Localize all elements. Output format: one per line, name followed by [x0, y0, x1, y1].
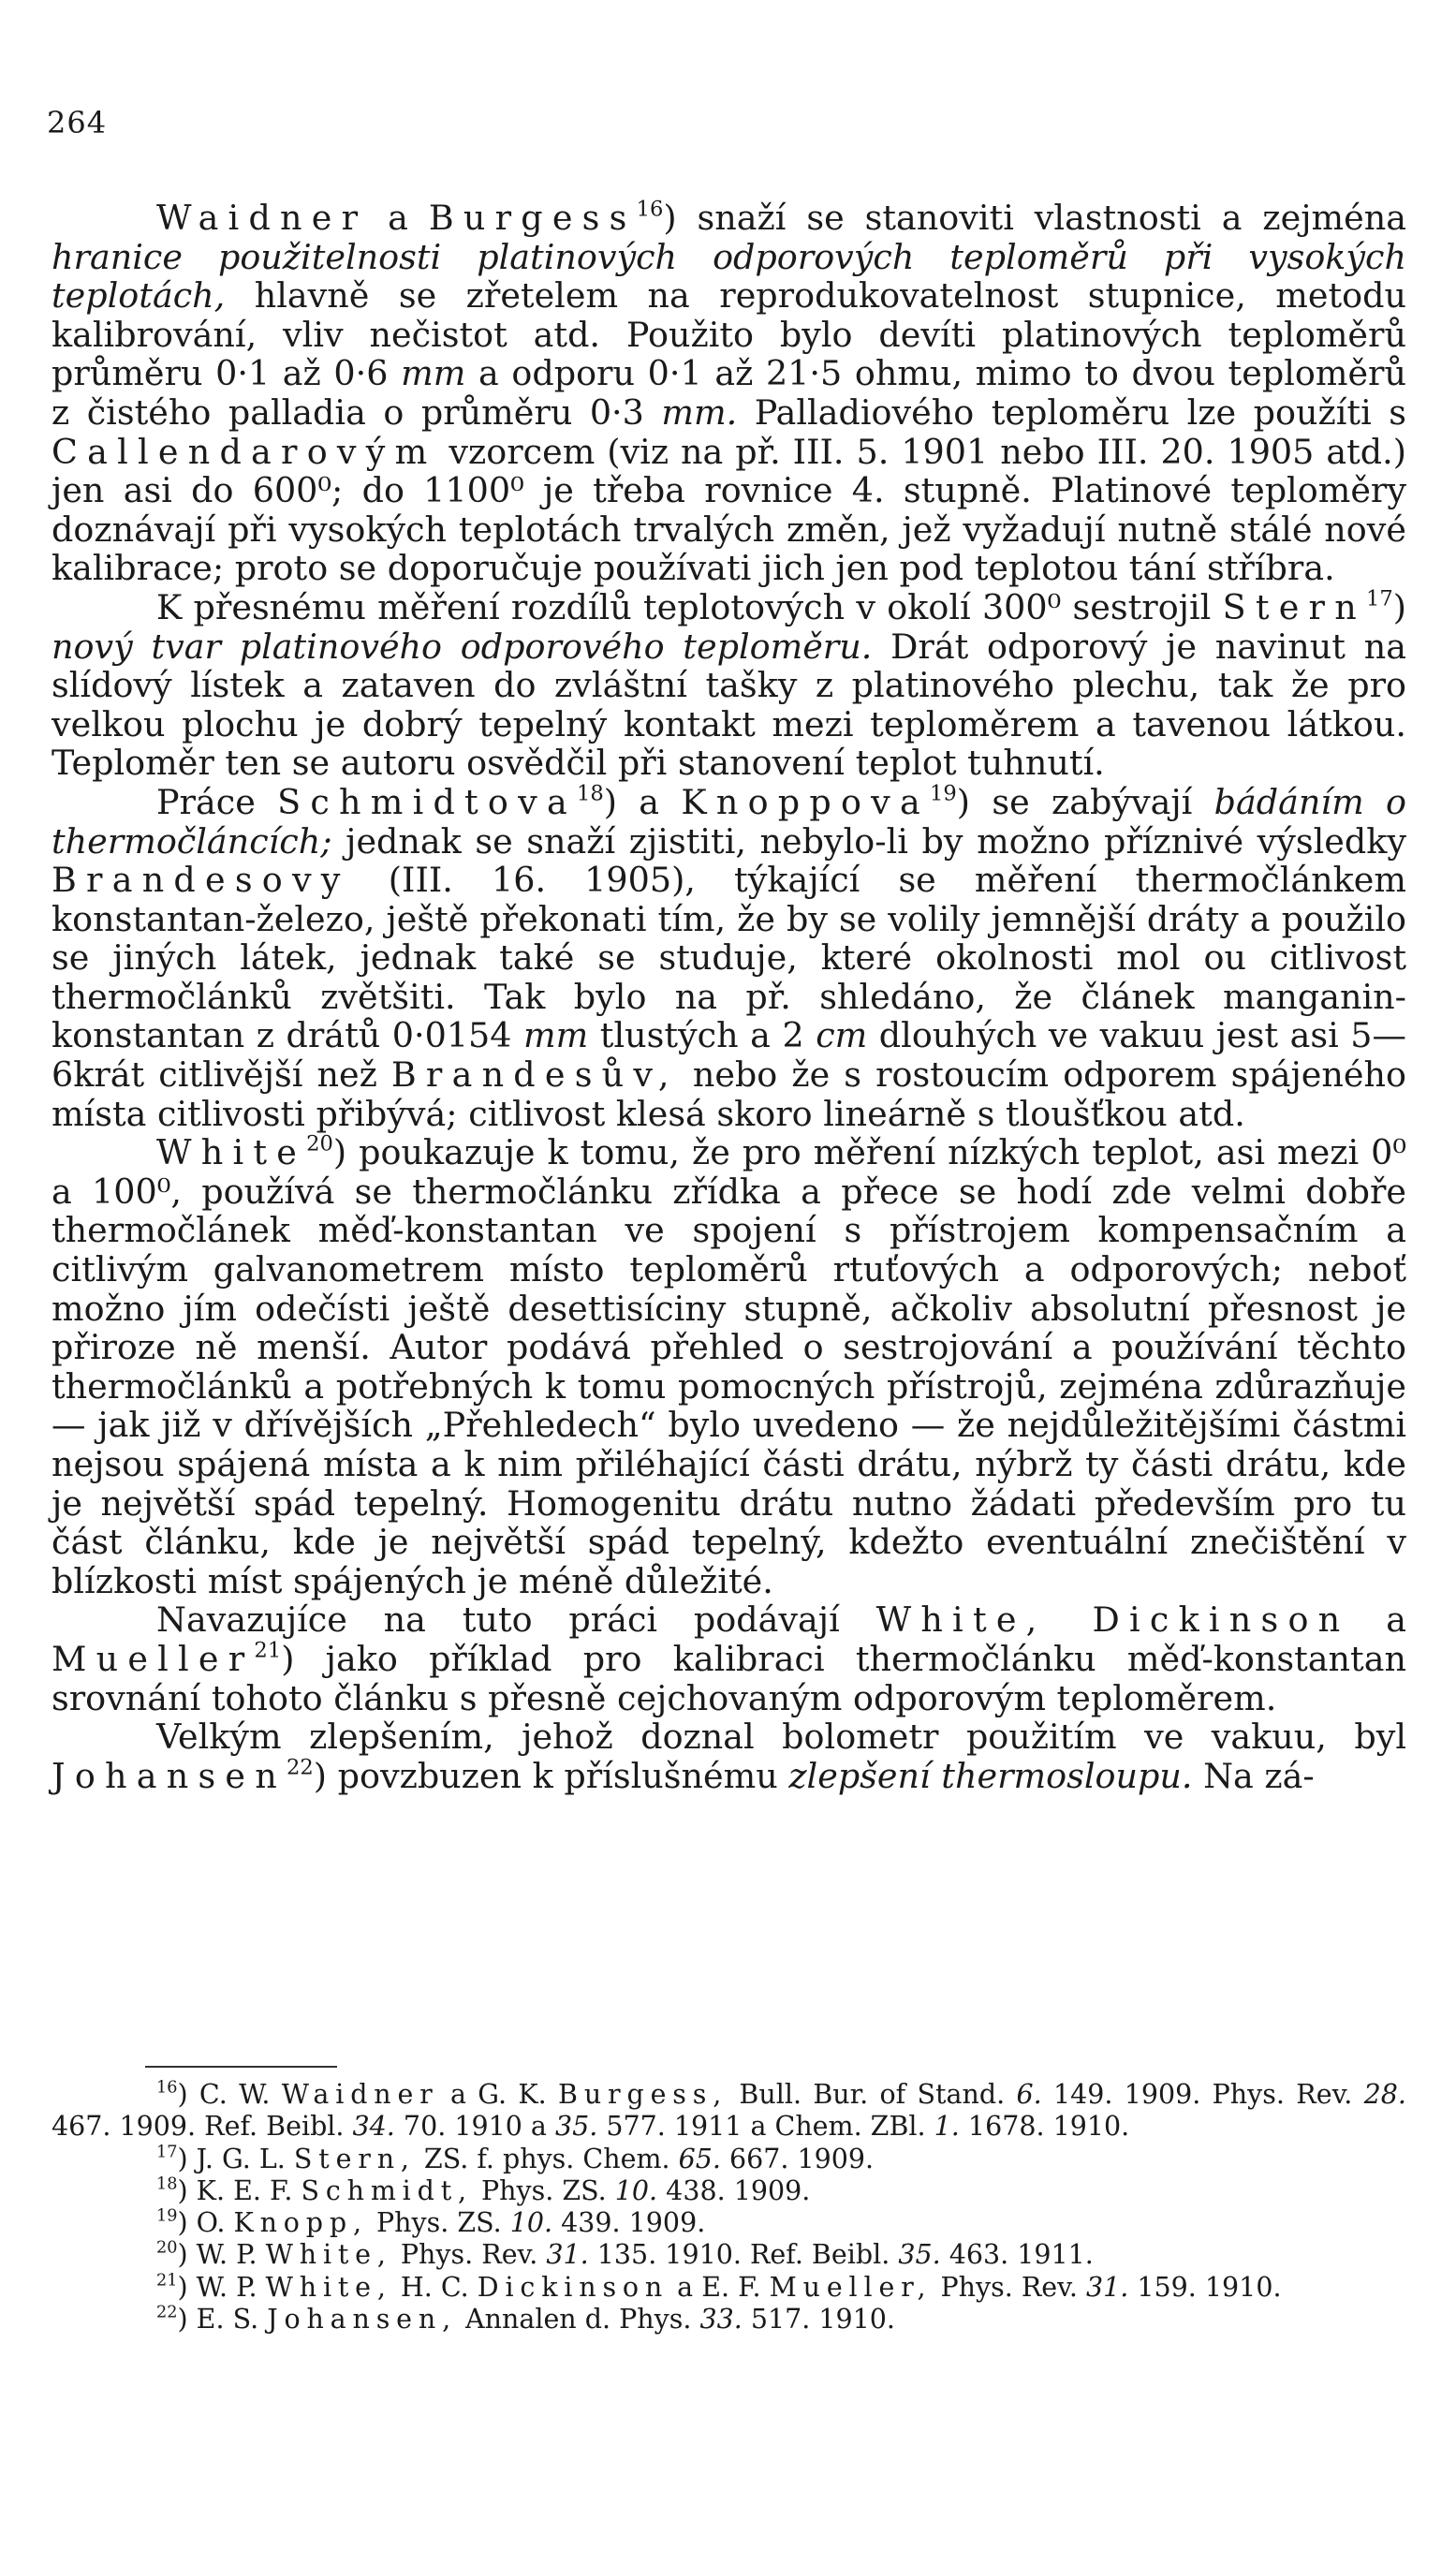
text-run: ) snaží se stanoviti vlastnosti a zejména [663, 198, 1407, 238]
body-text [51, 199, 1406, 1795]
italic-text: 10. [614, 2174, 658, 2206]
text-run: a [367, 198, 429, 238]
italic-text: 28. [1363, 2079, 1406, 2110]
italic-text: 65. [678, 2143, 721, 2174]
spaced-name: Schmidtova [277, 781, 577, 822]
text-run: a G. K. [438, 2079, 559, 2110]
text-run: Na zá- [1192, 1755, 1315, 1796]
text-run: Drát odporový je navinut na slídový lístek a zataven do zvláštní tašky z platinového plechu, tak že pro velkou plochu je dobrý tepelný kontakt mezi teploměrem a tavenou látkou. Teploměr ten se autoru osvědčil při stanovení teplot tuhnutí. [51, 626, 1406, 784]
paragraph-navazujice [51, 1600, 1406, 1717]
text-run: tlustých a 2 [588, 1015, 816, 1056]
text-run: ) [1392, 586, 1406, 627]
page-number: 264 [47, 105, 108, 140]
text-run: hlavně se zřetelem na reprodukovatelnost stupnice, metodu kalibrování, vliv nečistot atd. Použito bylo devíti platinových teploměrů průměru 0·1 až 0·6 [51, 275, 1406, 394]
text-run: K přesnému měření rozdílů teplotových v okolí 300⁰ sestrojil [156, 586, 1223, 627]
text-run: H. C. [391, 2271, 478, 2303]
spaced-name: Mueller, [769, 2271, 933, 2303]
footnote-16 [51, 2079, 1406, 2144]
footnote-paren: ) [177, 2079, 199, 2110]
text-run: 159. 1910. [1128, 2271, 1282, 2303]
footnotes [51, 2079, 1406, 2336]
text-run: Palladiového teploměru lze použíti s [737, 391, 1406, 433]
italic-text: nový tvar platinového odporového teploměru. [51, 626, 873, 667]
footnote-paren: ) [177, 2271, 197, 2303]
footnote-reference: 16 [636, 197, 664, 222]
paragraph-stern [51, 588, 1406, 783]
italic-text: 1. [934, 2111, 960, 2143]
text-run: nebo že s rostoucím odporem spájeného místa citlivosti přibývá; citlivost klesá skoro lineárně s tloušťkou atd. [51, 1054, 1406, 1134]
text-run: 439. 1909. [552, 2207, 706, 2239]
text-run: ) poukazuje k tomu, že pro měření nízkých teplot, asi mezi 0⁰ a 100⁰, používá se thermočlánku zřídka a přece se hodí zde velmi dobře thermočlánek měď-konstantan ve spojení s přístrojem kompensačním a citlivým galvanometrem místo teploměrů rtuťových a odporových; neboť možno jím odečísti ještě desettisíciny stupně, ačkoliv absolutní přesnost je přiroze ně menší. Autor podává přehled o sestrojování a používání těchto thermočlánků a potřebných k tomu pomocných přístrojů, zejména zdůrazňuje — jak již v dřívějších „Přehledech“ bylo uvedeno — že nejdůležitějšími částmi nejsou spájená místa a k nim přiléhající části drátu, nýbrž ty části drátu, kde je největší spád tepelný. Homogenitu drátu nutno žádati především pro tu část článku, kde je největší spád tepelný, kdežto eventuální znečištění v blízkosti míst spájených je méně důležité. [51, 1132, 1406, 1601]
text-run: Phys. Rev. [391, 2239, 547, 2271]
text-run: a E. F. [669, 2271, 770, 2303]
italic-text: 31. [1086, 2271, 1129, 2303]
spaced-name: White, Dickinson [875, 1599, 1350, 1641]
italic-text: 35. [898, 2239, 941, 2271]
spaced-name: Burgess [428, 198, 637, 238]
footnote-reference: 22 [286, 1755, 314, 1780]
spaced-name: Waidner [156, 198, 368, 238]
italic-text: 10. [509, 2207, 553, 2239]
footnote-reference: 21 [254, 1638, 282, 1663]
footnote-18 [51, 2175, 1406, 2207]
text-run: 135. 1910. Ref. Beibl. [588, 2239, 899, 2271]
footnote-number: 18 [156, 2174, 178, 2194]
text-run: 517. 1910. [742, 2304, 895, 2336]
text-run: 667. 1909. [720, 2143, 875, 2174]
footnote-reference: 19 [930, 781, 957, 806]
spaced-name: Brandesovy [51, 860, 350, 901]
footnote-22 [51, 2304, 1406, 2336]
footnote-number: 22 [156, 2303, 178, 2322]
text-run: ZS. f. phys. Chem. [415, 2143, 679, 2174]
footnote-21 [51, 2272, 1406, 2304]
text-run: 463. 1911. [940, 2239, 1094, 2271]
text-run: vzorcem (viz na př. III. 5. 1901 nebo III. 20. 1905 atd.) jen asi do 600⁰; do 1100⁰ je třeba rovnice 4. stupně. Platinové teploměry doznávají při vysokých teplotách trvalých změn, jež vyžadují nutně stálé nové kalibrace; proto se doporučuje používati jich jen pod teplotou tání stříbra. [51, 431, 1406, 589]
text-run: Phys. ZS. [472, 2174, 615, 2206]
spaced-name: Callendarovým [51, 431, 437, 472]
footnote-separator [145, 2066, 337, 2068]
footnote-paren: ) [177, 2174, 197, 2206]
spaced-name: Stern [1222, 586, 1366, 627]
spaced-name: Waidner [281, 2079, 439, 2110]
spaced-name: White, [265, 2271, 392, 2303]
spaced-name: Knopp, [233, 2207, 368, 2239]
spaced-name: White [156, 1132, 307, 1173]
footnote-20 [51, 2239, 1406, 2271]
paragraph-white [51, 1133, 1406, 1600]
spaced-name: Johansen, [267, 2304, 457, 2336]
paragraph-waidner [51, 199, 1406, 588]
footnote-reference: 18 [576, 781, 604, 806]
spaced-name: White, [265, 2239, 392, 2271]
text-run: Navazujíce na tuto práci podávají [156, 1599, 876, 1641]
paragraph-schmidt [51, 783, 1406, 1133]
footnote-number: 16 [156, 2078, 178, 2098]
text-run: Phys. ZS. [367, 2207, 510, 2239]
footnote-paren: ) [177, 2239, 197, 2271]
text-run: Bull. Bur. of Stand. [728, 2079, 1017, 2110]
text-run: E. S. [196, 2304, 268, 2336]
text-run: Phys. Rev. [932, 2271, 1087, 2303]
text-run: 577. 1911 a Chem. ZBl. [597, 2111, 934, 2143]
footnote-19 [51, 2207, 1406, 2239]
italic-text: 31. [546, 2239, 589, 2271]
italic-text: 34. [352, 2111, 395, 2143]
spaced-name: Mueller [51, 1638, 255, 1679]
text-run: a [1349, 1599, 1406, 1641]
italic-text: zlepšení thermosloupu. [788, 1755, 1193, 1796]
italic-text: mm. [661, 391, 738, 433]
spaced-name: Knoppova [681, 781, 930, 822]
text-run: 467. 1909. Ref. Beibl. [51, 2111, 353, 2143]
text-run: K. E. F. [196, 2174, 301, 2206]
footnote-reference: 20 [306, 1131, 333, 1157]
spaced-name: Stern, [293, 2143, 416, 2174]
text-run: O. [196, 2207, 234, 2239]
footnote-paren: ) [177, 2304, 197, 2336]
text-run: dlouhých ve vakuu jest asi 5—6krát citlivější než [51, 1015, 1406, 1096]
text-run: 438. 1909. [657, 2174, 811, 2206]
footnote-paren: ) [177, 2143, 197, 2174]
footnote-paren: ) [177, 2207, 197, 2239]
text-run: Velkým zlepšením, jehož doznal bolometr použitím ve vakuu, byl [156, 1717, 1406, 1758]
text-run: W. P. [196, 2271, 266, 2303]
text-run: 149. 1909. Phys. Rev. [1041, 2079, 1364, 2110]
italic-text: cm [816, 1015, 868, 1056]
text-run: C. W. [199, 2079, 282, 2110]
paragraph-johansen [51, 1717, 1406, 1795]
spaced-name: Burgess, [558, 2079, 728, 2110]
footnote-number: 19 [156, 2206, 178, 2226]
spaced-name: Schmidt, [301, 2174, 473, 2206]
spaced-name: Brandesův, [390, 1054, 679, 1096]
text-run: (III. 16. 1905), týkající se měření thermočlánkem konstantan-železo, ještě překonati tím, že by se volily jemnější dráty a použilo se jiných látek, jednak také se studuje, které okolnosti mol ou citlivost thermočlánků zvětšiti. Tak bylo na př. shledáno, že článek manganin-konstantan z drátů 0·0154 [51, 860, 1406, 1056]
text-run: Annalen d. Phys. [456, 2304, 700, 2336]
footnote-number: 20 [156, 2239, 178, 2258]
italic-text: 33. [699, 2304, 743, 2336]
text-run: ) povzbuzen k příslušnému [313, 1755, 789, 1796]
text-run: ) a [603, 781, 682, 822]
text-run: W. P. [196, 2239, 266, 2271]
footnote-number: 21 [156, 2271, 178, 2291]
italic-text: hranice použitelnosti platinových odporových teploměrů při vysokých teplotách, [51, 236, 1406, 317]
spaced-name: Dickinson [477, 2271, 669, 2303]
italic-text: bádáním o thermočláncích; [51, 781, 1406, 862]
footnote-reference: 17 [1365, 586, 1393, 612]
text-run: ) se zabývají [956, 781, 1214, 822]
text-run: ) jako příklad pro kalibraci thermočlánku měď-konstantan srovnání tohoto článku s přesně cejchovaným odporovým teploměrem. [51, 1638, 1406, 1718]
footnote-number: 17 [156, 2143, 178, 2162]
italic-text: mm [401, 353, 466, 394]
text-run: 1678. 1910. [959, 2111, 1130, 2143]
italic-text: 35. [554, 2111, 598, 2143]
text-run: 70. 1910 a [394, 2111, 555, 2143]
italic-text: mm [523, 1015, 589, 1056]
spaced-name: Johansen [51, 1755, 287, 1796]
footnote-17 [51, 2144, 1406, 2175]
text-run: a odporu 0·1 až 21·5 ohmu, mimo to dvou teploměrů z čistého palladia o průměru 0·3 [51, 353, 1407, 433]
italic-text: 6. [1016, 2079, 1042, 2110]
text-run: J. G. L. [196, 2143, 294, 2174]
text-run: Práce [156, 781, 278, 822]
text-run: jednak se snaží zjistiti, nebylo-li by možno příznivé výsledky [331, 820, 1406, 862]
